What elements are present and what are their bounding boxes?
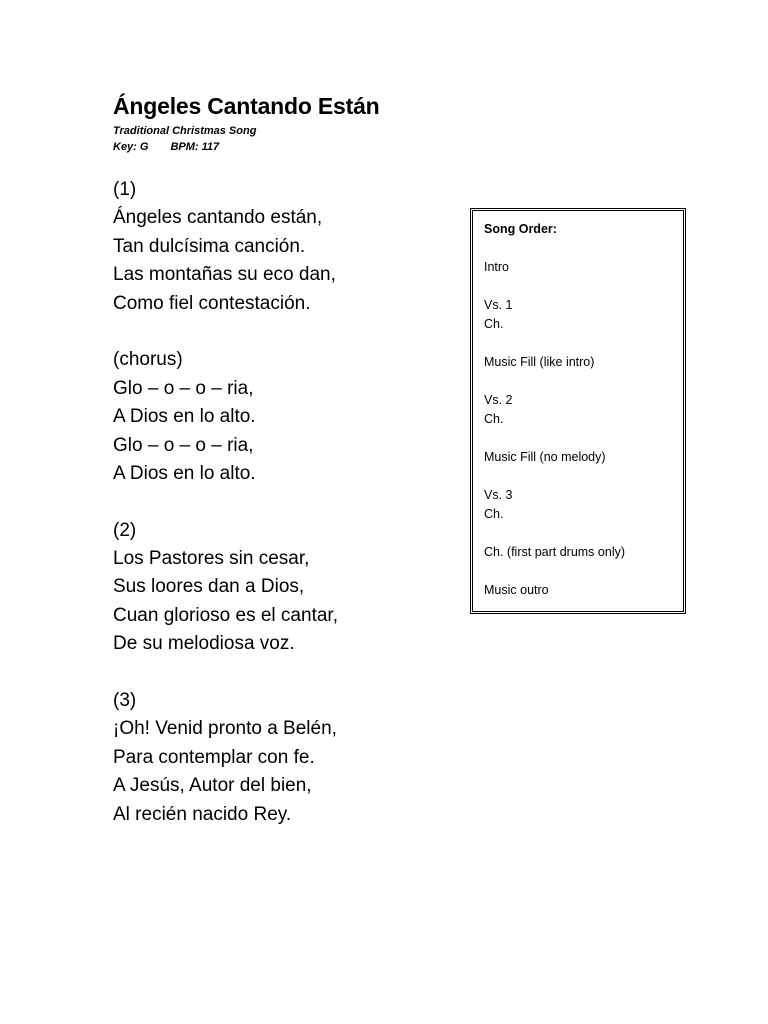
stanza-label: (1) [113, 179, 137, 200]
lyric-line: Como fiel contestación. [113, 292, 311, 314]
lyric-line: Cuan glorioso es el cantar, [113, 604, 338, 626]
song-order-group [484, 258, 673, 277]
lyric-line: Tan dulcísima canción. [113, 235, 306, 257]
stanza-verse-1 [113, 176, 338, 318]
song-order-item: Music Fill (like intro) [484, 355, 595, 369]
stanza-chorus [113, 346, 338, 488]
song-order-item: Ch. (first part drums only) [484, 545, 626, 559]
song-order-item: Intro [484, 260, 510, 274]
song-bpm: BPM: 117 [170, 141, 220, 153]
song-order-item: Music Fill (no melody) [484, 450, 606, 464]
song-order-group [484, 486, 673, 524]
stanza-label: (2) [113, 519, 137, 541]
stanza-label: (3) [113, 690, 137, 712]
lyric-line: De su melodiosa voz. [113, 633, 295, 655]
lyric-line: A Jesús, Autor del bien, [113, 775, 312, 797]
song-subtitle: Traditional Christmas Song [113, 125, 257, 137]
song-order-item: Vs. 2 [484, 393, 513, 407]
lyric-line: Las montañas su eco dan, [113, 264, 336, 286]
lyric-line: Glo – o – o – ria, [113, 434, 254, 456]
lyric-line: Los Pastores sin cesar, [113, 548, 310, 570]
song-order-item: Vs. 1 [484, 298, 513, 312]
song-order-item: Vs. 3 [484, 488, 513, 502]
lyric-line: Para contemplar con fe. [113, 746, 315, 768]
lyric-line: Al recién nacido Rey. [113, 803, 292, 825]
lyric-line: A Dios en lo alto. [113, 406, 256, 428]
song-order-group [484, 543, 673, 562]
song-order-group [484, 296, 673, 334]
song-order-item: Music outro [484, 583, 549, 597]
lyrics [113, 176, 338, 857]
song-order-group [484, 581, 673, 600]
lyric-line: Glo – o – o – ria, [113, 377, 254, 399]
song-order-item: Ch. [484, 317, 504, 331]
song-meta [113, 141, 219, 153]
song-order-heading: Song Order: [484, 222, 557, 236]
song-order-item: Ch. [484, 507, 504, 521]
lyric-line: Sus loores dan a Dios, [113, 576, 305, 598]
stanza-label: (chorus) [113, 349, 183, 371]
lyric-line: ¡Oh! Venid pronto a Belén, [113, 718, 337, 740]
stanza-verse-2 [113, 517, 338, 659]
song-title: Ángeles Cantando Están [113, 93, 380, 119]
lyric-line: Ángeles cantando están, [113, 207, 323, 229]
lyric-line: A Dios en lo alto. [113, 462, 256, 484]
song-order-group [484, 448, 673, 467]
song-order-box [470, 208, 686, 614]
song-order-group [484, 353, 673, 372]
song-key: Key: G [113, 141, 149, 153]
song-order-group [484, 391, 673, 429]
stanza-verse-3 [113, 687, 338, 829]
song-order-item: Ch. [484, 412, 504, 426]
